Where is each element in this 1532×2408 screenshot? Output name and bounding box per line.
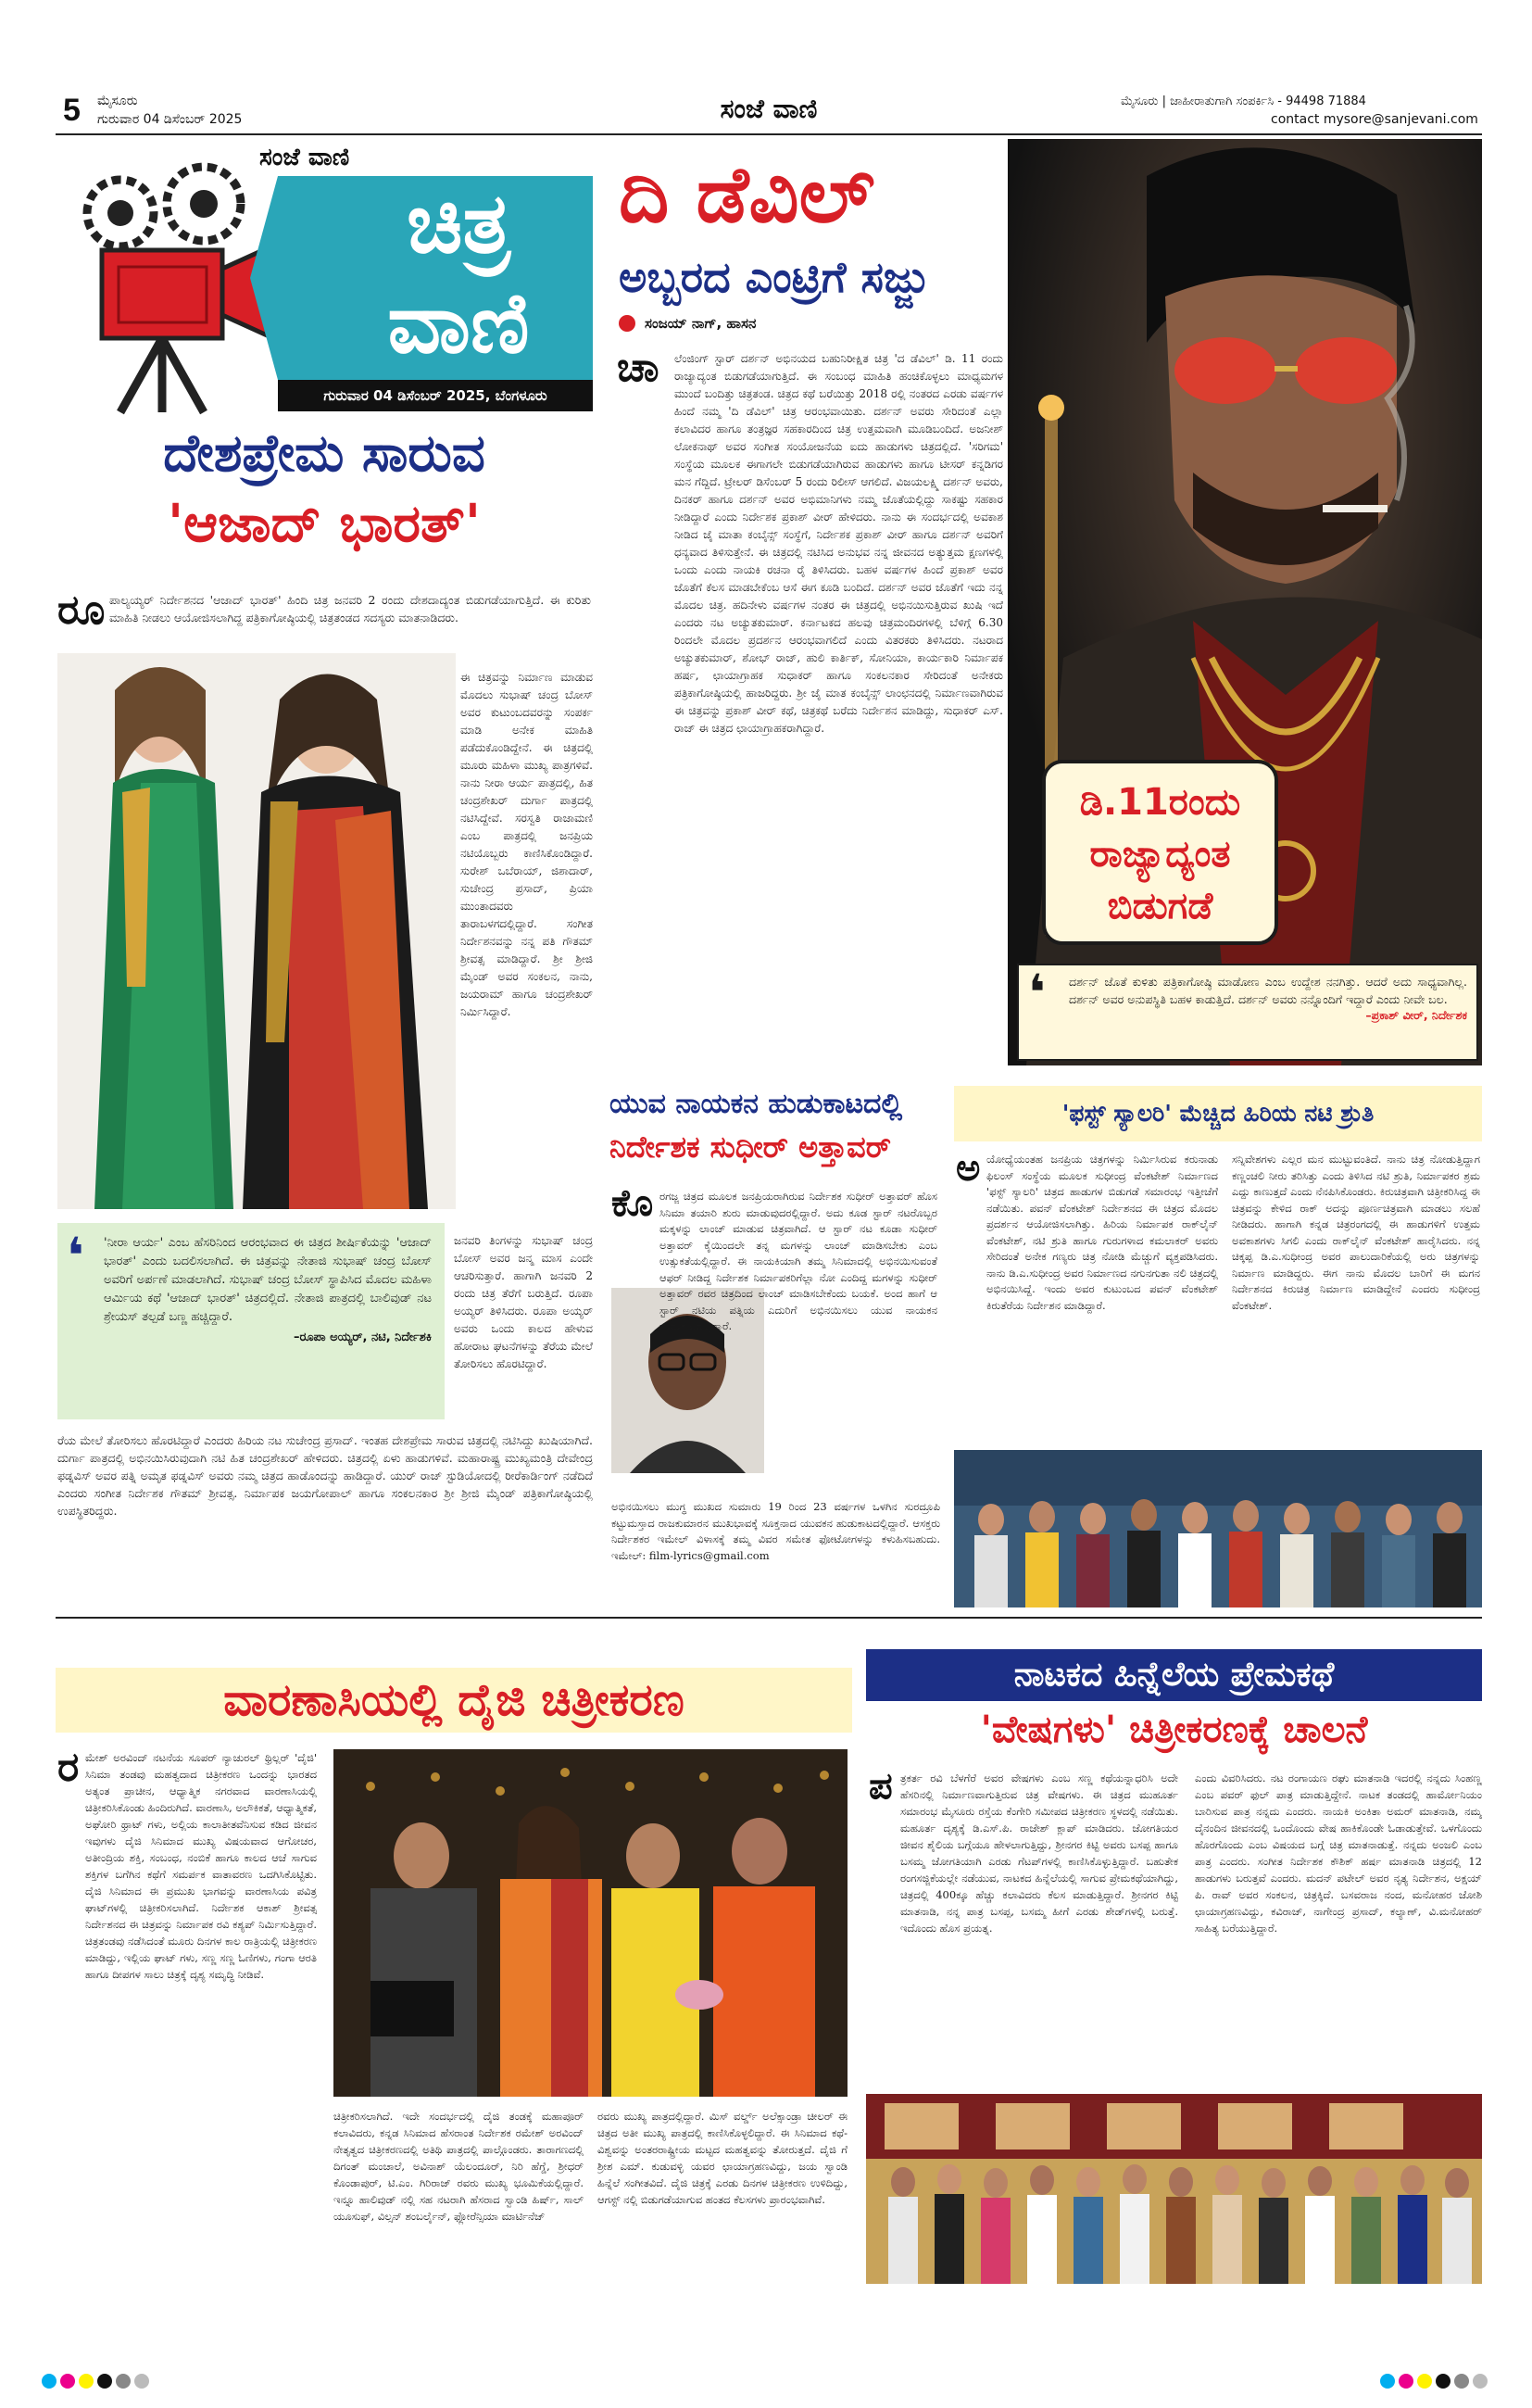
devil-headline-2: ಅಬ್ಬರದ ಎಂಟ್ರಿಗೆ ಸಜ್ಜು (619, 252, 929, 302)
veshagalu-headline-1: ನಾಟಕದ ಹಿನ್ನೆಲೆಯ ಪ್ರೇಮಕಥೆ (866, 1649, 1482, 1701)
magenta-dot-icon (60, 2374, 75, 2389)
azad-bharat-photo (57, 653, 456, 1209)
varanasi-dropcap: ರ (57, 1744, 80, 1791)
azad-quote-box (57, 1223, 445, 1419)
cyan-dot-icon (42, 2374, 57, 2389)
section-divider (56, 1617, 1482, 1619)
azad-intro-text: ಪಾಲ್ಯಯ್ಯರ್ ನಿರ್ದೇಶನದ 'ಆಜಾದ್ ಭಾರತ್' ಹಿಂದಿ ಚಿತ್ರ ಜನವರಿ 2 ರಂದು ದೇಶದಾದ್ಯಂತ ಬಿಡುಗಡೆಯಾಗುತ್ತಿದೆ. ಈ ಕುರಿತು ಮಾಹಿತಿ ನೀಡಲು ಆಯೋಜಿಸಲಾಗಿದ್ದ ಪತ್ರಿಕಾಗೋಷ್ಠಿಯಲ್ಲಿ ಚಿತ್ರತಂಡದ ಸದಸ್ಯರು ಮಾತನಾಡಿದರು. (109, 593, 591, 624)
devil-byline-text: ಸಂಜಯ್ ನಾಗ್, ಹಾಸನ (645, 315, 757, 332)
varanasi-headline: ವಾರಣಾಸಿಯಲ್ಲಿ ದೈಜಿ ಚಿತ್ರೀಕರಣ (56, 1668, 852, 1733)
masthead (0, 0, 1532, 139)
quote-mark-icon: ❛ (1028, 964, 1046, 1022)
varanasi-col-3: ರವರು ಮುಖ್ಯ ಪಾತ್ರದಲ್ಲಿದ್ದಾರೆ. ಮಿಸ್ ವರ್ಲ್ಡ್ ಅಲೆಕ್ಸಾಂಡ್ರಾ ಚೀಲರ್ ಈ ಚಿತ್ರದ ಅತೀ ಮುಖ್ಯ ಪಾತ್ರದಲ್ಲಿ ಕಾಣಿಸಿಕೊಳ್ಳಲಿದ್ದಾರೆ. ಈ ಸಿನಿಮಾದ ಕಥೆ-ವಿಶ್ವವನ್ನು ಅಂತರರಾಷ್ಟ್ರೀಯ ಮಟ್ಟದ ಮಹತ್ವವನ್ನು ತೋರುತ್ತದೆ. ದೈಜಿ ಗೆ ಶ್ರೀಶ ಎಮ್. ಕುಡುವಳ್ಳಿ ಯವರ ಛಾಯಾಗ್ರಹಣವಿದ್ದು, ಜಯ ಸ್ವಾಂಡಿ ಹಿನ್ನೆಲೆ ಸಂಗೀತವಿದೆ. ದೈಜಿ ಚಿತ್ರಕ್ಕೆ ಎರಡು ದಿನಗಳ ಚಿತ್ರೀಕರಣ ಉಳಿದಿದ್ದು, ಆಗಸ್ಟ್ ನಲ್ಲಿ ಬಿಡುಗಡೆಯಾಗುವ ಹಂತದ ಕೆಲಸಗಳು ಪ್ರಾರಂಭವಾಗಿವೆ. (597, 2110, 848, 2206)
byline-bullet-icon (619, 315, 635, 332)
sudheer-dropcap: ಕೊ (611, 1182, 654, 1225)
supplement-title-line2: ವಾಣಿ (387, 275, 530, 372)
devil-body-text: ಲೆಂಜಿಂಗ್ ಸ್ಟಾರ್ ದರ್ಶನ್ ಅಭಿನಯದ ಬಹುನಿರೀಕ್ಷಿತ ಚಿತ್ರ 'ದ ಡೆವಿಲ್' ಡಿ. 11 ರಂದು ರಾಜ್ಯಾದ್ಯಂತ ಬಿಡುಗಡೆಯಾಗುತ್ತಿದೆ. ಈ ಸಂಬಂಧ ಮಾಹಿತಿ ಹಂಚಿಕೊಳ್ಳಲು ಮಾಧ್ಯಮಗಳ ಮುಂದೆ ಬಂದಿತ್ತು ಚಿತ್ರತಂಡ. ಚಿತ್ರದ ಕಥೆ ಬರೆಯಿತ್ತು 2018 ರಲ್ಲಿ ನಂತರದ ಎರಡು ವರ್ಷಗಳ ಹಿಂದೆ ನಮ್ಮ 'ದಿ ಡೆವಿಲ್' ಚಿತ್ರ ಆರಂಭವಾಯಿತು. ದರ್ಶನ್ ಅವರು ಸೇರಿದಂತೆ ಎಲ್ಲಾ ಕಲಾವಿದರ ಹಾಗೂ ತಂತ್ರಜ್ಞರ ಸಹಕಾರದಿಂದ ಚಿತ್ರ ಉತ್ತಮವಾಗಿ ಮೂಡಿಬಂದಿದೆ. ಅಜನೀಶ್ ಲೋಕನಾಥ್ ಅವರ ಸಂಗೀತ ಸಂಯೋಜನೆಯ ಐದು ಹಾಡುಗಳು ಚಿತ್ರದಲ್ಲಿದೆ. 'ಸರಿಗಮ' ಸಂಸ್ಥೆಯ ಮೂಲಕ ಈಗಾಗಲೇ ಬಿಡುಗಡೆಯಾಗಿರುವ ಹಾಡುಗಳು ಹಾಗೂ ಟೀಸರ್ ಕನ್ನಡಿಗರ ಮನ ಗೆದ್ದಿದೆ. ಟ್ರೇಲರ್ ಡಿಸೆಂಬರ್ 5 ರಂದು ರಿಲೀಸ್ ಆಗಲಿದೆ. ವಿಜಯಲಕ್ಷ್ಮಿ ದರ್ಶನ್ ಅವರು, ದಿನಕರ್ ಹಾಗೂ ದರ್ಶನ್ ಅವರ ಅಭಿಮಾನಿಗಳು ನಮ್ಮ ಜೊತೆಯಲ್ಲಿದ್ದು ಸಾಕಷ್ಟು ಸಹಕಾರ ನೀಡಿದ್ದಾರೆ ಎಂದು ನಿರ್ದೇಶಕ ಪ್ರಕಾಶ್ ವೀರ್ ಹೇಳಿದರು. ನಾನು ಈ ಸಂದರ್ಭದಲ್ಲಿ ಅವಕಾಶ ನೀಡಿದ ಜೈ ಮಾತಾ ಕಂಬೈನ್ಸ್ ಸಂಸ್ಥೆಗೆ, ನಿರ್ದೇಶಕ ಪ್ರಕಾಶ್ ವೀರ್ ಹಾಗೂ ದರ್ಶನ್ ಅವರಿಗೆ ಧನ್ಯವಾದ ತಿಳಿಸುತ್ತೇನೆ. ಈ ಚಿತ್ರದಲ್ಲಿ ನಟಿಸಿದ ಅನುಭವ ನನ್ನ ಜೀವನದ ಅತ್ಯುತ್ತಮ ಕ್ಷಣಗಳಲ್ಲಿ ಒಂದು ಎಂದು ನಾಯಕಿ ರಚನಾ ರೈ ತಿಳಿಸಿದರು. ಬಹಳ ವರ್ಷಗಳ ಹಿಂದೆ ಪ್ರಕಾಶ್ ಅವರ ಜೊತೆಗೆ ಕೆಲಸ ಮಾಡಬೇಕೆಂಬ ಆಸೆ ಈಗ ಕೂಡಿ ಬಂದಿದೆ. ದರ್ಶನ್ ಅವರ ಜೊತೆಗೆ ಇದು ನನ್ನ ಮೊದಲ ಚಿತ್ರ. ಹದಿನೇಳು ವರ್ಷಗಳ ನಂತರ ಈ ಚಿತ್ರದಲ್ಲಿ ಅಭಿನಯಿಸುತ್ತಿರುವ ಖುಷಿ ಇದೆ ಎಂದರು ನಟ ಅಚ್ಯುತಕುಮಾರ್. ಕರ್ನಾಟಕದ ಹಲವು ಚಿತ್ರಮಂದಿರಗಳಲ್ಲಿ ಬೆಳಿಗ್ಗೆ 6.30 ರಿಂದಲೇ ಮೊದಲ ಪ್ರದರ್ಶನ ಆರಂಭವಾಗಲಿದೆ ಎಂದು ವಿತರಕರು ತಿಳಿಸಿದರು. ನಟರಾದ ಅಚ್ಯುತಕುಮಾರ್, ಶೋಭ್ ರಾಜ್, ಹುಲಿ ಕಾರ್ತಿಕ್, ಸೋನಿಯಾ, ಕಾರ್ಯಕಾರಿ ನಿರ್ಮಾಪಕ ಹರ್ಷ, ಛಾಯಾಗ್ರಾಹಕ ಸುಧಾಕರ್ ಹಾಗೂ ಸಂಕಲನಕಾರ ಸೇರಿದಂತೆ ಅನೇಕರು ಪತ್ರಿಕಾಗೋಷ್ಠಿಯಲ್ಲಿ ಹಾಜರಿದ್ದರು. ಶ್ರೀ ಜೈ ಮಾತ ಕಂಬೈನ್ಸ್ ಲಾಂಛನದಲ್ಲಿ ನಿರ್ಮಾಣವಾಗಿರುವ ಈ ಚಿತ್ರವನ್ನು ಪ್ರಕಾಶ್ ವೀರ್ ಕಥೆ, ಚಿತ್ರಕಥೆ ಬರೆದು ನಿರ್ದೇಶನ ಮಾಡಿದ್ದು, ಸುಧಾಕರ್ ಎಸ್. ರಾಜ್ ಈ ಚಿತ್ರದ ಛಾಯಾಗ್ರಾಹಕರಾಗಿದ್ದಾರೆ. (674, 352, 1003, 735)
grey-dot-icon (1454, 2374, 1469, 2389)
devil-byline (619, 315, 1008, 332)
magenta-dot-icon (1399, 2374, 1413, 2389)
sudheer-headline-1: ಯುವ ನಾಯಕನ ಹುಡುಕಾಟದಲ್ಲಿ (609, 1088, 903, 1120)
black-dot-icon (97, 2374, 112, 2389)
headline-azad-1: ದೇಶಪ್ರೇಮ ಸಾರುವ (163, 423, 485, 484)
shruthi-col-1: ಯೋಧ್ಯೆಯಂತಹ ಜನಪ್ರಿಯ ಚಿತ್ರಗಳನ್ನು ನಿರ್ಮಿಸಿರುವ ಕರುನಾಡು ಫಿಲಂಸ್ ಸಂಸ್ಥೆಯ ಮೂಲಕ ಸುಧೀಂದ್ರ ವೆಂಕಟೇಶ್ ನಿರ್ಮಾಣದ 'ಫಸ್ಟ್ ಸ್ಯಾಲರಿ' ಚಿತ್ರದ ಹಾಡುಗಳ ಬಿಡುಗಡೆ ಸಮಾರಂಭ ಇತ್ತೀಚೆಗೆ ನಡೆಯಿತು. ಪವನ್ ವೆಂಕಟೇಶ್ ನಿರ್ದೇಶನದ ಈ ಚಿತ್ರದ ಮೊದಲ ಪ್ರದರ್ಶನ ಆಯೋಜಿಸಲಾಗಿತ್ತು. ಹಿರಿಯ ನಿರ್ಮಾಪಕ ರಾಕ್‌ಲೈನ್ ವೆಂಕಟೇಶ್, ನಟಿ ಶ್ರುತಿ ಹಾಗೂ ಗುರುಗಳಾದ ಕಮಲಾಕರ್ ಅವರು ಸೇರಿದಂತೆ ಅನೇಕ ಗಣ್ಯರು ಚಿತ್ರ ನೋಡಿ ಮೆಚ್ಚುಗೆ ವ್ಯಕ್ತಪಡಿಸಿದರು. ನಾನು ಡಿ.ಎ.ಸುಧೀಂದ್ರ ಅವರ ನಿರ್ಮಾಣದ ನಗುನಗುತಾ ನಲಿ ಚಿತ್ರದಲ್ಲಿ ಅಭಿನಯಿಸಿದ್ದೆ. ಇಂದು ಅವರ ಕುಟುಂಬದ ಪವನ್ ವೆಂಕಟೇಶ್ ಕಿರುತೆರೆಯ ನಿರ್ದೇಶನ ಮಾಡಿದ್ದಾರೆ. (986, 1153, 1218, 1312)
devil-quote-box (1017, 964, 1478, 1061)
varanasi-col-1: ಮೇಶ್ ಅರವಿಂದ್ ನಟನೆಯ ಸೂಪರ್ ನ್ಯಾಚುರಲ್ ಥ್ರಿಲ್ಲರ್ 'ದೈಜಿ' ಸಿನಿಮಾ ತಂಡವು ಮಹತ್ವದಾದ ಚಿತ್ರೀಕರಣ ಒಂದನ್ನು ಭಾರತದ ಅತ್ಯಂತ ಪ್ರಾಚೀನ, ಆಧ್ಯಾತ್ಮಿಕ ನಗರವಾದ ವಾರಣಾಸಿಯಲ್ಲಿ ಚಿತ್ರೀಕರಿಸಿಕೊಂಡು ಹಿಂದಿರುಗಿದೆ. ವಾರಣಾಸಿ, ಅಲೌಕಿಕತೆ, ಆಧ್ಯಾತ್ಮಿಕತೆ, ಅಘೋರಿ ಥ್ರಾಟ್ ಗಳು, ಅಲ್ಲಿಯ ಕಾಲಾತೀತವೆನಿಸುವ ಕಡಿದ ಜೀವನ ಇವುಗಳು ದೈಜಿ ಸಿನಿಮಾದ ಮುಖ್ಯ ವಿಷಯವಾದ ಆಗೋಚರ, ಅತೀಂದ್ರಿಯ ಶಕ್ತಿ, ಸಂಬಂಧ, ನಂಬಿಕೆ ಹಾಗೂ ಕಾಲದ ಆಚೆ ಸಾಗುವ ಶಕ್ತಿಗಳ ಬಗೆಗಿನ ಕಥೆಗೆ ಸಮರ್ಪಕ ವಾತಾವರಣ ಒದಗಿಸಿಕೊಟ್ಟಿತು. ದೈಜಿ ಸಿನಿಮಾದ ಈ ಪ್ರಮುಖ ಭಾಗವನ್ನು ವಾರಣಾಸಿಯ ಪವಿತ್ರ ಘಾಟ್‌ಗಳಲ್ಲಿ ಚಿತ್ರೀಕರಿಸಲಾಗಿದೆ. ನಿರ್ದೇಶಕ ಆಕಾಶ್ ಶ್ರೀವತ್ಸ ನಿರ್ದೇಶನದ ಈ ಚಿತ್ರವನ್ನು ನಿರ್ಮಾಪಕ ರವಿ ಕಶ್ಯಪ್ ನಿರ್ಮಿಸುತ್ತಿದ್ದಾರೆ. ಚಿತ್ರತಂಡವು ನಡೆಸಿದಂತೆ ಮೂರು ದಿನಗಳ ಕಾಲ ರಾತ್ರಿಯಲ್ಲಿ ಚಿತ್ರೀಕರಣ ಮಾಡಿದ್ದು, ಇಲ್ಲಿಯ ಘಾಟ್ ಗಳು, ಸಣ್ಣ ಸಣ್ಣ ಓಣಿಗಳು, ಗಂಗಾ ಆರತಿ ಹಾಗೂ ದೀಪಗಳ ಸಾಲು ಚಿತ್ರಕ್ಕೆ ದೃಶ್ಯ ಸಮೃದ್ಧಿ ನೀಡಿವೆ. (85, 1751, 317, 1981)
veshagalu-dropcap: ಪ (869, 1765, 893, 1808)
release-line-2: ರಾಜ್ಯಾದ್ಯಂತ (1089, 833, 1231, 876)
varanasi-col-2: ಚಿತ್ರೀಕರಿಸಲಾಗಿದೆ. ಇದೇ ಸಂದರ್ಭದಲ್ಲಿ ದೈಜಿ ತಂಡಕ್ಕೆ ಮಹಾಪೂರ್ ಕಲಾವಿದರು, ಕನ್ನಡ ಸಿನಿಮಾದ ಹೆಸರಾಂತ ನಿರ್ದೇಶಕ ರಮೇಶ್ ಅರವಿಂದ್ ನೇತೃತ್ವದ ಚಿತ್ರೀಕರಣದಲ್ಲಿ ಅತಿಥಿ ಪಾತ್ರದಲ್ಲಿ ಪಾಲ್ಗೊಂಡರು. ತಾರಾಗಣದಲ್ಲಿ ದಿಗಂತ್ ಮಂಚಾಲೆ, ಅವಿನಾಶ್ ಯೆಲಂದೂರ್, ನಿರಿ ಹೆಗ್ಡೆ, ಶ್ರೀಧರ್ ಕೊಂಡಾಪುರ್, ಟಿ.ಎಂ. ಗಿರಿರಾಜ್ ರವರು ಮುಖ್ಯ ಭೂಮಿಕೆಯಲ್ಲಿದ್ದಾರೆ. ಇನ್ನೂ ಹಾಲಿವುಡ್ ನಲ್ಲಿ ಸಹ ನಟರಾಗಿ ಹೆಸರಾದ ಸ್ವಾಂಡಿ ಹಿರ್ಷ್, ಸಾಲ್ ಯೂಸುಫ್, ವಿಲ್ಸನ್ ಶಂಬರ್ಲೈನ್, ಫ್ಲೋರೆನ್ಸಿಯಾ ಮಾರ್ಟಿನೆಜ್ (333, 2110, 584, 2223)
release-line-1: ಡಿ.11ರಂದು (1079, 781, 1241, 824)
azad-right-column: ಈ ಚಿತ್ರವನ್ನು ನಿರ್ಮಾಣ ಮಾಡುವ ಮೊದಲು ಸುಭಾಷ್ ಚಂದ್ರ ಬೋಸ್ ಅವರ ಕುಟುಂಬದವರನ್ನು ಸಂಪರ್ಕ ಮಾಡಿ ಅನೇಕ ಮಾಹಿತಿ ಪಡೆದುಕೊಂಡಿದ್ದೇನೆ. ಈ ಚಿತ್ರದಲ್ಲಿ ಮೂರು ಮಹಿಳಾ ಮುಖ್ಯ ಪಾತ್ರಗಳಿವೆ. ನಾನು ನೀರಾ ಆರ್ಯ ಪಾತ್ರದಲ್ಲಿ, ಹಿತ ಚಂದ್ರಶೇಖರ್ ದುರ್ಗಾ ಪಾತ್ರದಲ್ಲಿ ನಟಿಸಿದ್ದೇವೆ. ಸರಸ್ವತಿ ರಾಜಾಮಣಿ ಎಂಬ ಪಾತ್ರದಲ್ಲಿ ಜನಪ್ರಿಯ ನಟಿಯೊಬ್ಬರು ಕಾಣಿಸಿಕೊಂಡಿದ್ದಾರೆ. ಸುರೇಶ್ ಒಬೆರಾಯ್, ಜಿಶಾದಾರ್, ಸುಚೇಂದ್ರ ಪ್ರಸಾದ್, ಪ್ರಿಯಾ ಮುಂತಾದವರು ತಾರಾಬಳಗದಲ್ಲಿದ್ದಾರೆ. ಸಂಗೀತ ನಿರ್ದೇಶನವನ್ನು ನನ್ನ ಪತಿ ಗೌತಮ್ ಶ್ರೀವತ್ಸ ಮಾಡಿದ್ದಾರೆ. ಶ್ರೀ ಶ್ರೀಜಿ ಮೈಂಡ್ ಅವರ ಸಂಕಲನ, ನಾನು, ಜಯರಾಮ್ ಹಾಗೂ ಚಂದ್ರಶೇಖರ್ ನಿರ್ಮಿಸಿದ್ದಾರೆ. (460, 671, 593, 1018)
azad-quote-text: 'ನೀರಾ ಆರ್ಯ' ಎಂಬ ಹೆಸರಿನಿಂದ ಆರಂಭವಾದ ಈ ಚಿತ್ರದ ಶೀರ್ಷಿಕೆಯನ್ನು 'ಆಜಾದ್ ಭಾರತ್' ಎಂದು ಬದಲಿಸಲಾಗಿದೆ. ಈ ಚಿತ್ರವನ್ನು ನೇತಾಜಿ ಸುಭಾಷ್ ಚಂದ್ರ ಬೋಸ್ ಅವರಿಗೆ ಅರ್ಪಣೆ ಮಾಡಲಾಗಿದೆ. ಸುಭಾಷ್ ಚಂದ್ರ ಬೋಸ್ ಸ್ಥಾಪಿಸಿದ ಮೊದಲ ಮಹಿಳಾ ಆರ್ಮಿಯ ಕಥೆ 'ಆಜಾದ್ ಭಾರತ್' ಚಿತ್ರದಲ್ಲಿದೆ. ನೇತಾಜಿ ಪಾತ್ರದಲ್ಲಿ ಬಾಲಿವುಡ್ ನಟ ಶ್ರೇಯಸ್ ತಲ್ಪಡೆ ಬಣ್ಣ ಹಚ್ಚಿದ್ದಾರೆ. (104, 1236, 432, 1324)
azad-quote-attrib: –ರೂಪಾ ಅಯ್ಯರ್, ನಟಿ, ನಿರ್ದೇಶಕಿ (294, 1330, 432, 1344)
veshagalu-muhurtha-photo (866, 2094, 1482, 2284)
quote-mark-icon: ❛ (67, 1227, 84, 1285)
color-registration-right (1380, 2374, 1488, 2389)
azad-mid-column: ಜನವರಿ ತಿಂಗಳನ್ನು ಸುಭಾಷ್ ಚಂದ್ರ ಬೋಸ್ ಅವರ ಜನ್ಮ ಮಾಸ ಎಂದೇ ಆಚರಿಸುತ್ತಾರೆ. ಹಾಗಾಗಿ ಜನವರಿ 2 ರಂದು ಚಿತ್ರ ತೆರೆಗೆ ಬರುತ್ತಿದೆ. ರೂಪಾ ಅಯ್ಯರ್ ತಿಳಿಸಿದರು. ರೂಪಾ ಅಯ್ಯರ್ ಅವರು ಒಂದು ಕಾಲದ ಹೇಳುವ ಹೋರಾಟ ಘಟನೆಗಳನ್ನು ತೆರೆಯ ಮೇಲೆ ತೋರಿಸಲು ಹೊರಟಿದ್ದಾರೆ. (454, 1234, 593, 1370)
devil-headline-1: ದಿ ಡೆವಿಲ್ (619, 149, 875, 240)
shruthi-headline: 'ಫಸ್ಟ್ ಸ್ಯಾಲರಿ' ಮೆಚ್ಚಿದ ಹಿರಿಯ ನಟಿ ಶ್ರುತಿ (954, 1086, 1482, 1141)
masthead-rule (56, 133, 1482, 135)
shruthi-dropcap: ಅ (956, 1147, 981, 1190)
sudheer-headline-2: ನಿರ್ದೇಶಕ ಸುಧೀರ್ ಅತ್ತಾವರ್ (609, 1129, 892, 1165)
headline-azad-2: 'ಆಜಾದ್ ಭಾರತ್' (168, 494, 481, 554)
supplement-logo: ಸಂಜೆ ವಾಣಿ (259, 144, 350, 171)
devil-release-badge (1042, 760, 1278, 945)
logo-text: ಸಂಜೆ ವಾಣಿ (720, 94, 818, 124)
lightgrey-dot-icon (1473, 2374, 1488, 2389)
first-salary-event-photo (954, 1450, 1482, 1607)
newspaper-logo (658, 91, 880, 128)
edition-date: ಗುರುವಾರ 04 ಡಿಸೆಂಬರ್ 2025 (97, 112, 243, 127)
azad-dropcap: ರೂ (57, 586, 106, 634)
black-dot-icon (1436, 2374, 1450, 2389)
edition-city: ಮೈಸೂರು (97, 94, 138, 108)
sudheer-body-text: ರಗಜ್ಜ ಚಿತ್ರದ ಮೂಲಕ ಜನಪ್ರಿಯರಾಗಿರುವ ನಿರ್ದೇಶಕ ಸುಧೀರ್ ಅತ್ತಾವರ್ ಹೊಸ ಸಿನಿಮಾ ತಯಾರಿ ಶುರು ಮಾಡುವುದರಲ್ಲಿದ್ದಾರೆ. ಅದು ಕೂಡ ಸ್ಟಾರ್ ನಟರೊಬ್ಬರ ಮಕ್ಕಳನ್ನು ಲಾಂಚ್ ಮಾಡುವ ಚಿತ್ರವಾಗಿದೆ. ಆ ಸ್ಟಾರ್ ನಟ ಕೂಡಾ ಸುಧೀರ್ ಅತ್ತಾವರ್ ಕೈಯಿಂದಲೇ ತನ್ನ ಮಗಳನ್ನು ಲಾಂಚ್ ಮಾಡಿಸಬೇಕು ಎಂಬ ಉತ್ಸುಕತೆಯಲ್ಲಿದ್ದಾರೆ. ಈ ನಾಯಕಿಯಾಗಿ ತಮ್ಮ ಸಿನಿಮಾದಲ್ಲಿ ಅಭಿನಯಿಸುವಂತೆ ಆಫರ್ ನೀಡಿದ್ದ ನಿರ್ದೇಶಕ ನಿರ್ಮಾಪಕರಿಗೆಲ್ಲಾ ನೋ ಎಂದಿದ್ದ ಮಗಳನ್ನು ಸುಧೀರ್ ಅತ್ತಾವರ್ ರವರ ಚಿತ್ರದಿಂದ ಲಾಂಚ್ ಮಾಡಿಸಬೇಕೆಂದು ಬಯಕೆ. ಅಂದ ಹಾಗೆ ಆ ಸ್ಟಾರ್ ನಟಿಯ ಪತ್ನಿಯ ಎದುರಿಗೆ ಅಭಿನಯಿಸಲು ಯುವ ನಾಯಕನ ಹುಡುಕಾಟದಲ್ಲಿದ್ದಾರೆ. (659, 1190, 937, 1332)
azad-bottom-text: ರೆಯ ಮೇಲೆ ತೋರಿಸಲು ಹೊರಟಿದ್ದಾರೆ ಎಂದರು ಹಿರಿಯ ನಟ ಸುಚೇಂದ್ರ ಪ್ರಸಾದ್. ಇಂತಹ ದೇಶಪ್ರೇಮ ಸಾರುವ ಚಿತ್ರದಲ್ಲಿ ನಟಿಸಿದ್ದು ಖುಷಿಯಾಗಿದೆ. ದುರ್ಗಾ ಪಾತ್ರದಲ್ಲಿ ಅಭಿನಯಿಸಿರುವುದಾಗಿ ನಟಿ ಹಿತ ಚಂದ್ರಶೇಖರ್ ಹೇಳಿದರು. ಚಿತ್ರದಲ್ಲಿ ಏಳು ಹಾಡುಗಳಿವೆ. ಮಹಾರಾಷ್ಟ್ರ ಮುಖ್ಯಮಂತ್ರಿ ದೇವೇಂದ್ರ ಫಡ್ನವಿಸ್ ಅವರ ಪತ್ನಿ ಅಮೃತ ಫಡ್ನವಿಸ್ ಅವರು ನಮ್ಮ ಚಿತ್ರದ ಹಾಡೊಂದನ್ನು ಹಾಡಿದ್ದಾರೆ. ಯುರ್ ರಾಜ್ ಸ್ಟುಡಿಯೋದಲ್ಲಿ ರೀರೆಕಾರ್ಡಿಂಗ್ ನಡೆದಿದೆ ಎಂದರು ಸಂಗೀತ ನಿರ್ದೇಶಕ ಗೌತಮ್ ಶ್ರೀವತ್ಸ. ನಿರ್ಮಾಪಕ ಜಯಗೋಪಾಲ್ ಹಾಗೂ ಸಂಕಲನಕಾರ ಶ್ರೀ ಶ್ರೀಜಿ ಮೈಂಡ್ ಪತ್ರಿಕಾಗೋಷ್ಠಿಯಲ್ಲಿ ಉಪಸ್ಥಿತರಿದ್ದರು. (57, 1433, 593, 1518)
devil-quote-attrib: –ಪ್ರಕಾಶ್ ವೀರ್, ನಿರ್ದೇಶಕ (1365, 1008, 1467, 1022)
lightgrey-dot-icon (134, 2374, 149, 2389)
grey-dot-icon (116, 2374, 131, 2389)
sudheer-headline-box (609, 1084, 943, 1177)
supplement-title-line1: ಚಿತ್ರ (407, 175, 510, 272)
veshagalu-col-2: ಎಂದು ವಿವರಿಸಿದರು. ನಟ ರಂಗಾಯಣ ರಘು ಮಾತನಾಡಿ ಇದರಲ್ಲಿ ನನ್ನದು ಸಿಂಹಣ್ಣ ಎಂಬ ಪವರ್ ಫುಲ್ ಪಾತ್ರ ಮಾಡುತ್ತಿದ್ದೇನೆ. ನಾಟಕ ತಂಡದಲ್ಲಿ ಹಾರ್ಮೋನಿಯಂ ಬಾರಿಸುವ ಪಾತ್ರ ನನ್ನದು ಎಂದರು. ನಾಯಕಿ ಅಂಕಿತಾ ಅಮರ್ ಮಾತನಾಡಿ, ನಮ್ಮ ದೈನಂದಿನ ಜೀವನದಲ್ಲಿ ಒಂದೊಂದು ವೇಷ ಹಾಕಿಕೊಂಡೇ ಓಡಾಡುತ್ತೇವೆ. ಒಳಗೊಂದು ಹೊರಗೊಂದು ಎಂಬ ವಿಷಯದ ಬಗ್ಗೆ ಚಿತ್ರ ಮಾತನಾಡುತ್ತೆ. ನನ್ನದು ಅಂಜಲಿ ಎಂಬ ಪಾತ್ರ ಎಂದರು. ಸಂಗೀತ ನಿರ್ದೇಶಕ ಕೌಶಿಕ್ ಹರ್ಷ ಮಾತನಾಡಿ ಚಿತ್ರದಲ್ಲಿ 12 ಹಾಡುಗಳು ಬರುತ್ತವೆ ಎಂದರು. ಮದನ್ ಪಟೇಲ್ ಅವರ ನೃತ್ಯ ನಿರ್ದೇಶನ, ಅಕ್ಷಯ್ ಪಿ. ರಾವ್ ಅವರ ಸಂಕಲನ, ಚಿತ್ರಕ್ಕಿದೆ. ಬಸವರಾಜ ನಂದ, ಮನೋಹರ ಜೋಶಿ ಛಾಯಾಗ್ರಹಣವಿದ್ದು, ಕವಿರಾಜ್, ನಾಗೇಂದ್ರ ಪ್ರಸಾದ್, ಕಲ್ಯಾಣ್, ವಿ.ಮನೋಹರ್ ಸಾಹಿತ್ಯ ಬರೆಯುತ್ತಿದ್ದಾರೆ. (1195, 1771, 1482, 1935)
daiji-shoot-photo (333, 1749, 848, 2097)
veshagalu-col-1: ತ್ರಕರ್ತ ರವಿ ಬೆಳಗೆರೆ ಅವರ ವೇಷಗಳು ಎಂಬ ಸಣ್ಣ ಕಥೆಯನ್ನಾಧರಿಸಿ ಅದೇ ಹೆಸರಿನಲ್ಲಿ ನಿರ್ಮಾಣವಾಗುತ್ತಿರುವ ಚಿತ್ರ ವೇಷಗಳು. ಈ ಚಿತ್ರದ ಮುಹೂರ್ತ ಸಮಾರಂಭ ಮೈಸೂರು ರಸ್ತೆಯ ಕೆಂಗೇರಿ ಸಮೀಪದ ಚಿತ್ರೀಕರಣ ಸ್ಥಳದಲ್ಲಿ ನಡೆಯಿತು. ಮಹೂರ್ತ ದೃಶ್ಯಕ್ಕೆ ಡಿ.ಎಸ್.ಪಿ. ರಾಜೇಶ್ ಕ್ಲಾಪ್ ಮಾಡಿದರು. ಜೋಗತಿಯರ ಜೀವನ ಶೈಲಿಯ ಬಗ್ಗೆಯೂ ಹೇಳಲಾಗುತ್ತಿದ್ದು, ಶ್ರೀನಗರ ಕಿಟ್ಟಿ ಅವರು ಬಸಪ್ಪ ಹಾಗೂ ಬಸಮ್ಮ ಜೋಗತಿಯಾಗಿ ಎರಡು ಗೆಟಪ್‌ಗಳಲ್ಲಿ ಕಾಣಿಸಿಕೊಳ್ಳುತ್ತಿದ್ದಾರೆ. ಬಹುತೇಕ ರಂಗಸಜ್ಜಿಕೆಯಲ್ಲೇ ನಡೆಯುವ, ನಾಟಕದ ಹಿನ್ನೆಲೆಯಲ್ಲಿ ಸಾಗುವ ಪ್ರೇಮಕಥೆಯಾಗಿದ್ದು, ಚಿತ್ರದಲ್ಲಿ 400ಕ್ಕೂ ಹೆಚ್ಚು ಕಲಾವಿದರು ಕೆಲಸ ಮಾಡುತ್ತಿದ್ದಾರೆ. ಶ್ರೀನಗರ ಕಿಟ್ಟಿ ಮಾತನಾಡಿ, ನನ್ನ ಪಾತ್ರ ಬಸಪ್ಪ, ಬಸಮ್ಮ ಹೀಗೆ ಎರಡು ಶೇಡ್‌ಗಳಲ್ಲಿ ಬರುತ್ತೆ. ಇದೊಂದು ಹೊಸ ಪ್ರಯತ್ನ. (900, 1771, 1178, 1935)
devil-dropcap: ಚಾ (617, 344, 659, 391)
yellow-dot-icon (79, 2374, 94, 2389)
chitra-vani-banner (56, 139, 593, 417)
page-number: 5 (63, 93, 81, 128)
release-line-3: ಬಿಡುಗಡೆ (1107, 885, 1213, 927)
color-registration-left (42, 2374, 149, 2389)
shruthi-col-2: ಸನ್ನಿವೇಶಗಳು ಎಲ್ಲರ ಮನ ಮುಟ್ಟುವಂತಿದೆ. ನಾನು ಚಿತ್ರ ನೋಡುತ್ತಿದ್ದಾಗ ಕಣ್ಣಂಚಲಿ ನೀರು ತರಿಸಿತ್ತು ಎಂದು ತಿಳಿಸಿದ ನಟಿ ಶ್ರುತಿ, ನಿರ್ಮಾಪಕರ ಶ್ರಮ ಎದ್ದು ಕಾಣುತ್ತದೆ ಎಂದು ನೆನಪಿಸಿಕೊಂಡರು. ಕಿರುಚಿತ್ರವಾಗಿ ಚಿತ್ರೀಕರಿಸಿದ್ದ ಈ ಚಿತ್ರವನ್ನು ಕೇಳಿದ ರಾಕ್ ಅದನ್ನು ಪೂರ್ಣಚಿತ್ರವಾಗಿ ಮಾಡಲು ಸಲಹೆ ನೀಡಿದರು. ಹಾಗಾಗಿ ಕನ್ನಡ ಚಿತ್ರರಂಗದಲ್ಲಿ ಈ ಹಾಡುಗಳಿಗೆ ಉತ್ತಮ ಅವಕಾಶಗಳು ಸಿಗಲಿ ಎಂದು ರಾಕ್‌ಲೈನ್ ವೆಂಕಟೇಶ್ ಹಾರೈಸಿದರು. ನನ್ನ ಚಿಕ್ಕಪ್ಪ ಡಿ.ಎ.ಸುಧೀಂದ್ರ ಅವರ ಪಾಲುದಾರಿಕೆಯಲ್ಲಿ ಅರು ಚಿತ್ರಗಳನ್ನು ನಿರ್ಮಾಣ ಮಾಡಿದ್ದರು. ಈಗ ನಾನು ಮೊದಲ ಬಾರಿಗೆ ಈ ಮಗನ ನಿರ್ದೇಶನದ ಕಿರುಚಿತ್ರ ನಿರ್ಮಾಣ ಮಾಡಿದ್ದೇನೆ ಎಂದರು ಸುಧೀಂದ್ರ ವೆಂಕಟೇಶ್. (1232, 1153, 1480, 1312)
supplement-date-bar: ಗುರುವಾರ 04 ಡಿಸೆಂಬರ್ 2025, ಬೆಂಗಳೂರು (278, 380, 593, 411)
ad-contact-info: ಮೈಸೂರು | ಜಾಹೀರಾತುಗಾಗಿ ಸಂಪರ್ಕಿಸಿ - 94498 71884 (1121, 95, 1366, 108)
sudheer-body-text-2: ಅಭಿನಯಿಸಲು ಮುಗ್ಧ ಮುಖದ ಸುಮಾರು 19 ರಿಂದ 23 ವರ್ಷಗಳ ಒಳಗಿನ ಸುರದ್ರೂಪಿ ಕಟ್ಟುಮಸ್ತಾದ ರಾಜಕುಮಾರನ ಮುಖಭಾವಕ್ಕೆ ಸೂಕ್ತನಾದ ಯುವಕನ ಹುಡುಕಾಟದಲ್ಲಿದ್ದಾರೆ. ಆಸಕ್ತರು ನಿರ್ದೇಶಕರ ಇಮೇಲ್ ವಿಳಾಸಕ್ಕೆ ತಮ್ಮ ವಿವರ ಸಮೇತ ಫೋಟೋಗಳನ್ನು ಕಳುಹಿಸಬಹುದು. ಇಮೇಲ್: film-lyrics@gmail.com (611, 1500, 940, 1562)
devil-quote-text: ದರ್ಶನ್ ಜೊತೆ ಕುಳಿತು ಪತ್ರಿಕಾಗೋಷ್ಠಿ ಮಾಡೋಣ ಎಂಬ ಉದ್ದೇಶ ನನಗಿತ್ತು. ಆದರೆ ಅದು ಸಾಧ್ಯವಾಗಿಲ್ಲ. ದರ್ಶನ್ ಅವರ ಅನುಪಸ್ಥಿತಿ ಬಹಳ ಕಾಡುತ್ತಿದೆ. ದರ್ಶನ್ ಅವರು ನನ್ನೊಂದಿಗೆ ಇದ್ದಾರೆ ಎಂದು ನೀವೇ ಬಲ. (1069, 975, 1467, 1006)
yellow-dot-icon (1417, 2374, 1432, 2389)
veshagalu-headline-2: 'ವೇಷಗಳು' ಚಿತ್ರೀಕರಣಕ್ಕೆ ಚಾಲನೆ (980, 1708, 1368, 1751)
cyan-dot-icon (1380, 2374, 1395, 2389)
contact-email: contact mysore@sanjevani.com (1271, 112, 1478, 127)
